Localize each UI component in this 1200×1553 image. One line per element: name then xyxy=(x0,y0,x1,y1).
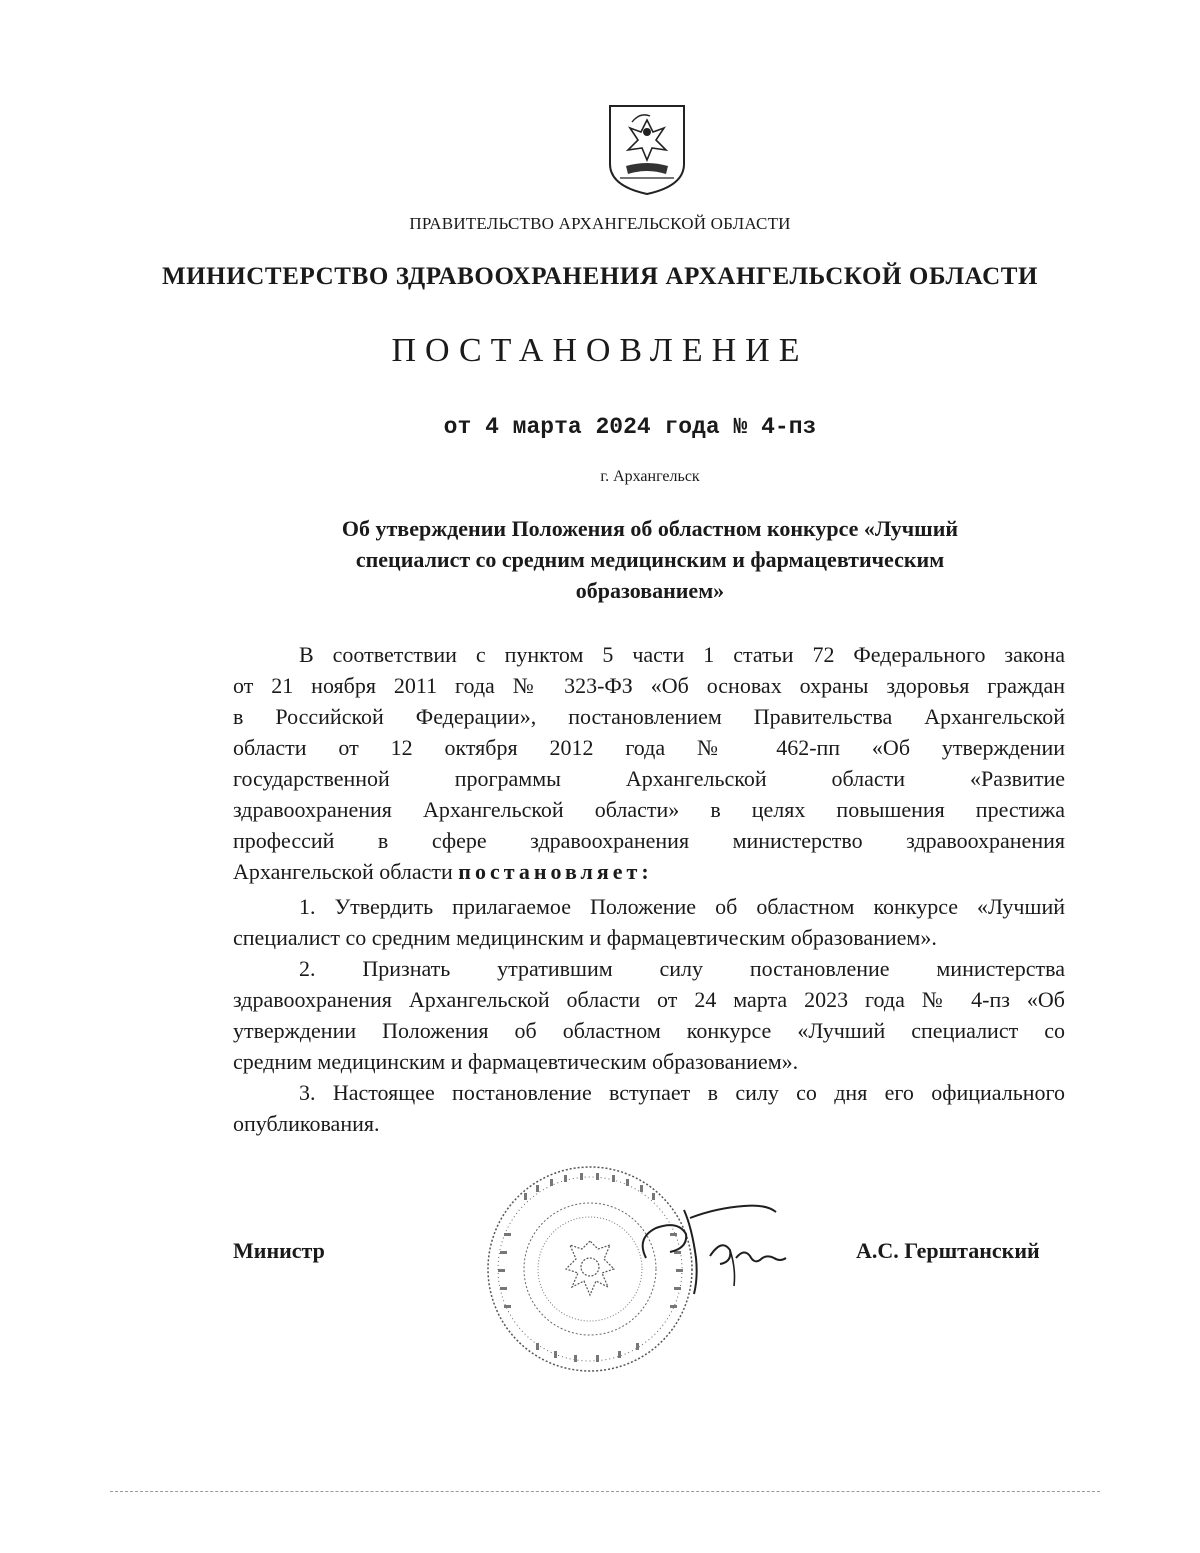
body-line xyxy=(233,856,1065,887)
city: г. Архангельск xyxy=(600,468,700,485)
body-line: области от 12 октября 2012 года № 462-пп «Об утверждении xyxy=(233,735,1065,760)
body-line: 3. Настоящее постановление вступает в силу со дня его официального xyxy=(299,1080,1065,1105)
body-line: средним медицинским и фармацевтическим образованием». xyxy=(233,1049,799,1074)
body-line: государственной программы Архангельской области «Развитие xyxy=(233,766,1065,791)
title-line: образованием» xyxy=(575,578,725,603)
signatory-name: А.С. Герштанский xyxy=(856,1238,1040,1263)
body-line: специалист со средним медицинским и фармацевтическим образованием». xyxy=(233,925,937,950)
page-bottom-rule xyxy=(110,1491,1100,1492)
body-text: Архангельской области xyxy=(233,859,459,884)
body-line: 2. Признать утратившим силу постановление министерства xyxy=(299,956,1065,981)
item-1 xyxy=(233,891,1065,953)
document-title xyxy=(290,513,1010,606)
title-line: Об утверждении Положения об областном конкурсе «Лучший xyxy=(341,516,959,541)
ministry-name: МИНИСТЕРСТВО ЗДРАВООХРАНЕНИЯ АРХАНГЕЛЬСКОЙ ОБЛАСТИ xyxy=(161,263,1039,290)
government-name: ПРАВИТЕЛЬСТВО АРХАНГЕЛЬСКОЙ ОБЛАСТИ xyxy=(409,214,791,233)
body-line: опубликования. xyxy=(233,1111,380,1136)
body-line: в Российской Федерации», постановлением Правительства Архангельской xyxy=(233,704,1065,729)
body-line: утверждении Положения об областном конкурсе «Лучший специалист со xyxy=(233,1018,1065,1043)
item-2 xyxy=(233,953,1065,1077)
handwritten-signature xyxy=(626,1198,796,1308)
body-line: В соответствии с пунктом 5 части 1 статьи 72 Федерального закона xyxy=(299,642,1065,667)
body-line: 1. Утвердить прилагаемое Положение об областном конкурсе «Лучший xyxy=(299,894,1065,919)
document-type: ПОСТАНОВЛЕНИЕ xyxy=(391,332,809,369)
coat-of-arms-icon xyxy=(606,102,688,198)
body-line: здравоохранения Архангельской области от 24 марта 2023 года № 4-пз «Об xyxy=(233,987,1065,1012)
decree-word: постановляет: xyxy=(458,859,653,884)
preamble xyxy=(233,639,1065,887)
date-number: от 4 марта 2024 года № 4-пз xyxy=(443,414,817,440)
body-line: от 21 ноября 2011 года № 323-ФЗ «Об основах охраны здоровья граждан xyxy=(233,673,1065,698)
signatory-position: Министр xyxy=(233,1238,325,1263)
body-line: здравоохранения Архангельской области» в целях повышения престижа xyxy=(233,797,1065,822)
item-3 xyxy=(233,1077,1065,1139)
body-line: профессий в сфере здравоохранения министерство здравоохранения xyxy=(233,828,1065,853)
title-line: специалист со средним медицинским и фармацевтическим xyxy=(355,547,945,572)
